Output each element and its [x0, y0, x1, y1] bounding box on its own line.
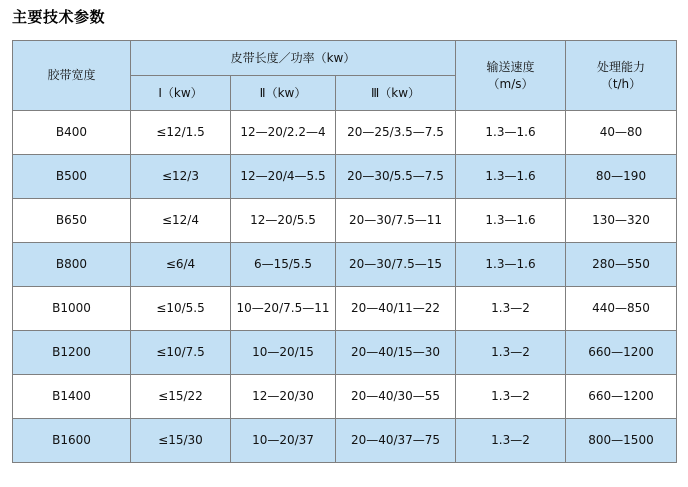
table-row: [13, 243, 677, 287]
table-body: [13, 111, 677, 463]
cell-power-iii: 20—40/11—22: [336, 287, 456, 331]
cell-power-ii: 10—20/37: [231, 419, 336, 463]
cell-power-ii: 10—20/15: [231, 331, 336, 375]
header-conveying-speed-name: 输送速度: [486, 60, 535, 75]
cell-power-iii: 20—25/3.5—7.5: [336, 111, 456, 155]
cell-power-i: ≤15/30: [131, 419, 231, 463]
cell-power-iii: 20—30/7.5—11: [336, 199, 456, 243]
cell-power-ii: 10—20/7.5—11: [231, 287, 336, 331]
page-title: 主要技术参数: [12, 8, 106, 26]
header-length-power-group: 皮带长度／功率（kw）: [131, 41, 456, 76]
cell-power-iii: 20—30/7.5—15: [336, 243, 456, 287]
cell-power-iii: 20—40/15—30: [336, 331, 456, 375]
cell-capacity: 80—190: [566, 155, 677, 199]
table-row: [13, 287, 677, 331]
header-conveying-speed-unit: （m/s）: [487, 76, 534, 91]
cell-power-iii: 20—40/30—55: [336, 375, 456, 419]
cell-belt-width: B500: [13, 155, 131, 199]
cell-speed: 1.3—2: [456, 419, 566, 463]
cell-capacity: 660—1200: [566, 331, 677, 375]
cell-capacity: 800—1500: [566, 419, 677, 463]
cell-capacity: 130—320: [566, 199, 677, 243]
cell-power-ii: 12—20/4—5.5: [231, 155, 336, 199]
cell-speed: 1.3—1.6: [456, 155, 566, 199]
cell-power-i: ≤12/4: [131, 199, 231, 243]
header-power-ii: Ⅱ（kw）: [231, 76, 336, 111]
cell-capacity: 440—850: [566, 287, 677, 331]
cell-power-i: ≤10/5.5: [131, 287, 231, 331]
cell-power-i: ≤15/22: [131, 375, 231, 419]
cell-power-ii: 12—20/2.2—4: [231, 111, 336, 155]
header-conveying-speed: [456, 41, 566, 111]
cell-capacity: 40—80: [566, 111, 677, 155]
table-row: [13, 419, 677, 463]
header-belt-width: 胶带宽度: [13, 41, 131, 111]
header-capacity: [566, 41, 677, 111]
table-row: [13, 111, 677, 155]
technical-parameters-table: [12, 40, 677, 463]
header-power-iii: Ⅲ（kw）: [336, 76, 456, 111]
cell-speed: 1.3—2: [456, 287, 566, 331]
table-row: [13, 155, 677, 199]
cell-power-ii: 6—15/5.5: [231, 243, 336, 287]
cell-belt-width: B650: [13, 199, 131, 243]
table-row: [13, 331, 677, 375]
table-row: [13, 199, 677, 243]
cell-speed: 1.3—2: [456, 331, 566, 375]
cell-power-i: ≤6/4: [131, 243, 231, 287]
cell-capacity: 660—1200: [566, 375, 677, 419]
header-capacity-name: 处理能力: [596, 60, 645, 75]
header-power-i: Ⅰ（kw）: [131, 76, 231, 111]
cell-capacity: 280—550: [566, 243, 677, 287]
cell-belt-width: B1000: [13, 287, 131, 331]
cell-power-iii: 20—30/5.5—7.5: [336, 155, 456, 199]
cell-power-ii: 12—20/5.5: [231, 199, 336, 243]
cell-belt-width: B1600: [13, 419, 131, 463]
cell-power-iii: 20—40/37—75: [336, 419, 456, 463]
header-capacity-unit: （t/h）: [600, 76, 642, 91]
cell-belt-width: B400: [13, 111, 131, 155]
table-row: [13, 375, 677, 419]
cell-power-i: ≤12/3: [131, 155, 231, 199]
cell-speed: 1.3—1.6: [456, 243, 566, 287]
cell-belt-width: B1200: [13, 331, 131, 375]
cell-belt-width: B1400: [13, 375, 131, 419]
cell-power-i: ≤10/7.5: [131, 331, 231, 375]
cell-speed: 1.3—2: [456, 375, 566, 419]
cell-power-ii: 12—20/30: [231, 375, 336, 419]
cell-speed: 1.3—1.6: [456, 111, 566, 155]
cell-speed: 1.3—1.6: [456, 199, 566, 243]
cell-power-i: ≤12/1.5: [131, 111, 231, 155]
table-header: [13, 41, 677, 111]
table-header-row-1: [13, 41, 677, 76]
cell-belt-width: B800: [13, 243, 131, 287]
